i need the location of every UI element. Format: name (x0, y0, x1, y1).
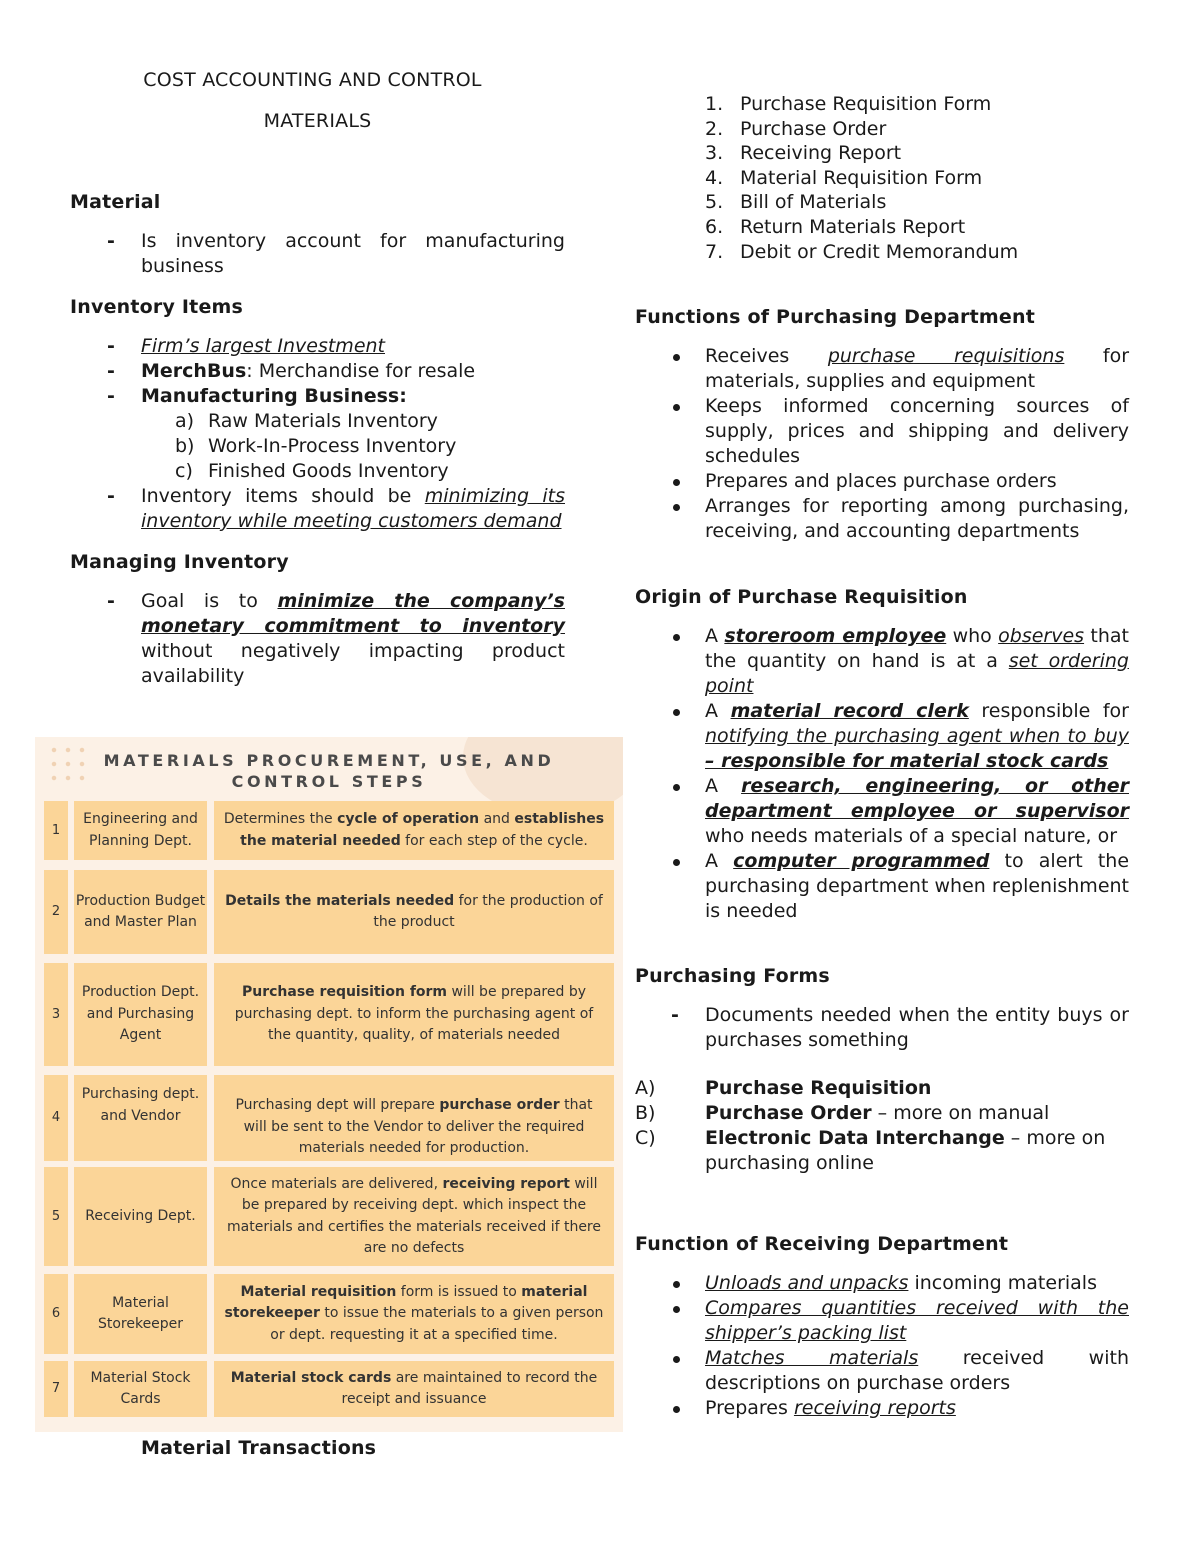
step-department: Material Stock Cards (74, 1361, 207, 1417)
origin-list (635, 624, 1129, 924)
receiving-functions-list (635, 1271, 1129, 1421)
list-item: b) Work-In-Process Inventory (175, 435, 457, 457)
left-column (70, 68, 565, 689)
list-item: A research, engineering, or other department employee or supervisor who needs materials of a special nature, or (635, 774, 1129, 849)
document-title: COST ACCOUNTING AND CONTROL (143, 69, 482, 91)
step-number: 4 (44, 1075, 68, 1161)
purchasing-forms-desc-list (634, 1003, 1129, 1053)
purchasing-forms-heading: Purchasing Forms (635, 965, 830, 988)
procurement-row (44, 1274, 614, 1354)
procurement-row (44, 963, 614, 1066)
procurement-row (44, 870, 614, 954)
step-number: 3 (44, 963, 68, 1066)
inventory-sub-list (175, 409, 565, 484)
list-item: 6. Return Materials Report (705, 215, 966, 238)
list-item: Matches materials received with descriptions on purchase orders (635, 1346, 1129, 1396)
step-description: Purchasing dept will prepare purchase order that will be sent to the Vendor to deliver the required materials needed for production. (214, 1075, 614, 1161)
list-item: Keeps informed concerning sources of supply, prices and shipping and delivery schedules (635, 394, 1129, 469)
procurement-steps-image (35, 737, 623, 1432)
list-item: - Manufacturing Business: (70, 384, 565, 409)
step-number: 1 (44, 801, 68, 860)
origin-heading: Origin of Purchase Requisition (635, 586, 968, 609)
list-item: Unloads and unpacks incoming materials (635, 1271, 1129, 1296)
managing-list (70, 589, 565, 689)
step-department: Production Budget and Master Plan (74, 870, 207, 954)
list-item: A storeroom employee who observes that the quantity on hand is at a set ordering point (635, 624, 1129, 699)
list-item: A computer programmed to alert the purchasing department when replenishment is needed (635, 849, 1129, 924)
list-item: 5. Bill of Materials (705, 191, 887, 214)
step-description: Material stock cards are maintained to record the receipt and issuance (214, 1361, 614, 1417)
list-item: a) Raw Materials Inventory (175, 410, 438, 432)
list-item: Compares quantities received with the shipper’s packing list (635, 1296, 1129, 1346)
step-number: 2 (44, 870, 68, 954)
list-item: A material record clerk responsible for notifying the purchasing agent when to buy – responsible for material stock cards (635, 699, 1129, 774)
inventory-items-list-2 (70, 484, 565, 534)
procurement-title: MATERIALS PROCUREMENT, USE, AND CONTROL STEPS (103, 751, 555, 791)
inventory-items-heading: Inventory Items (70, 296, 244, 318)
step-department: Engineering and Planning Dept. (74, 801, 207, 860)
list-item: C) Electronic Data Interchange – more on purchasing online (635, 1127, 1106, 1175)
managing-inventory-heading: Managing Inventory (70, 551, 289, 573)
step-department: Production Dept. and Purchasing Agent (74, 963, 207, 1066)
step-department: Purchasing dept. and Vendor (74, 1075, 207, 1161)
list-item: c) Finished Goods Inventory (175, 460, 449, 482)
step-number: 6 (44, 1274, 68, 1354)
list-item: - Documents needed when the entity buys or purchases something (634, 1003, 1129, 1053)
list-item: - Is inventory account for manufacturing business (70, 229, 565, 279)
procurement-row (44, 1361, 614, 1417)
list-item: 3. Receiving Report (705, 142, 902, 165)
receiving-functions-heading: Function of Receiving Department (635, 1233, 1009, 1256)
list-item: 1. Purchase Requisition Form (705, 93, 992, 115)
step-description: Details the materials needed for the production of the product (214, 870, 614, 954)
list-item: 2. Purchase Order (705, 117, 887, 140)
step-department: Receiving Dept. (74, 1167, 207, 1266)
list-item: Arranges for reporting among purchasing, receiving, and accounting departments (635, 494, 1129, 544)
list-item: - Goal is to minimize the company’s monetary commitment to inventory without negatively impacting product availability (70, 589, 565, 689)
purchasing-functions-list (635, 344, 1129, 544)
step-number: 5 (44, 1167, 68, 1266)
forms-numbered-list (635, 92, 1129, 264)
inventory-items-list (70, 334, 565, 409)
list-item: B) Purchase Order – more on manual (635, 1102, 1050, 1125)
list-item: Receives purchase requisitions for materials, supplies and equipment (635, 344, 1129, 394)
right-column (635, 92, 1129, 1421)
procurement-row (44, 1167, 614, 1266)
step-description: Determines the cycle of operation and establishes the material needed for each step of the cycle. (214, 801, 614, 860)
list-item: 7. Debit or Credit Memorandum (705, 240, 1019, 263)
purchasing-functions-heading: Functions of Purchasing Department (635, 306, 1036, 329)
purchasing-forms-abc-list (635, 1076, 1129, 1176)
procurement-row (44, 1075, 614, 1161)
list-item: - MerchBus: Merchandise for resale (70, 359, 565, 384)
step-description: Once materials are delivered, receiving report will be prepared by receiving dept. which inspect the materials and certifies the materials received if there are no defects (214, 1167, 614, 1266)
list-item: - Firm’s largest Investment (70, 334, 565, 359)
document-subtitle: MATERIALS (263, 110, 372, 132)
list-item: 4. Material Requisition Form (705, 166, 983, 189)
list-item: A) Purchase Requisition (635, 1077, 932, 1100)
list-item: - Inventory items should be minimizing its inventory while meeting customers demand (70, 484, 565, 534)
step-description: Material requisition form is issued to material storekeeper to issue the materials to a given person or dept. requesting it at a specified time. (214, 1274, 614, 1354)
material-heading: Material (70, 191, 161, 213)
list-item: Prepares receiving reports (635, 1396, 1129, 1421)
step-number: 7 (44, 1361, 68, 1417)
material-list (70, 229, 565, 279)
step-description: Purchase requisition form will be prepared by purchasing dept. to inform the purchasing agent of the quantity, quality, of materials needed (214, 963, 614, 1066)
procurement-row (44, 801, 614, 860)
step-department: Material Storekeeper (74, 1274, 207, 1354)
list-item: Prepares and places purchase orders (635, 469, 1129, 494)
material-transactions-heading: Material Transactions (141, 1437, 377, 1459)
